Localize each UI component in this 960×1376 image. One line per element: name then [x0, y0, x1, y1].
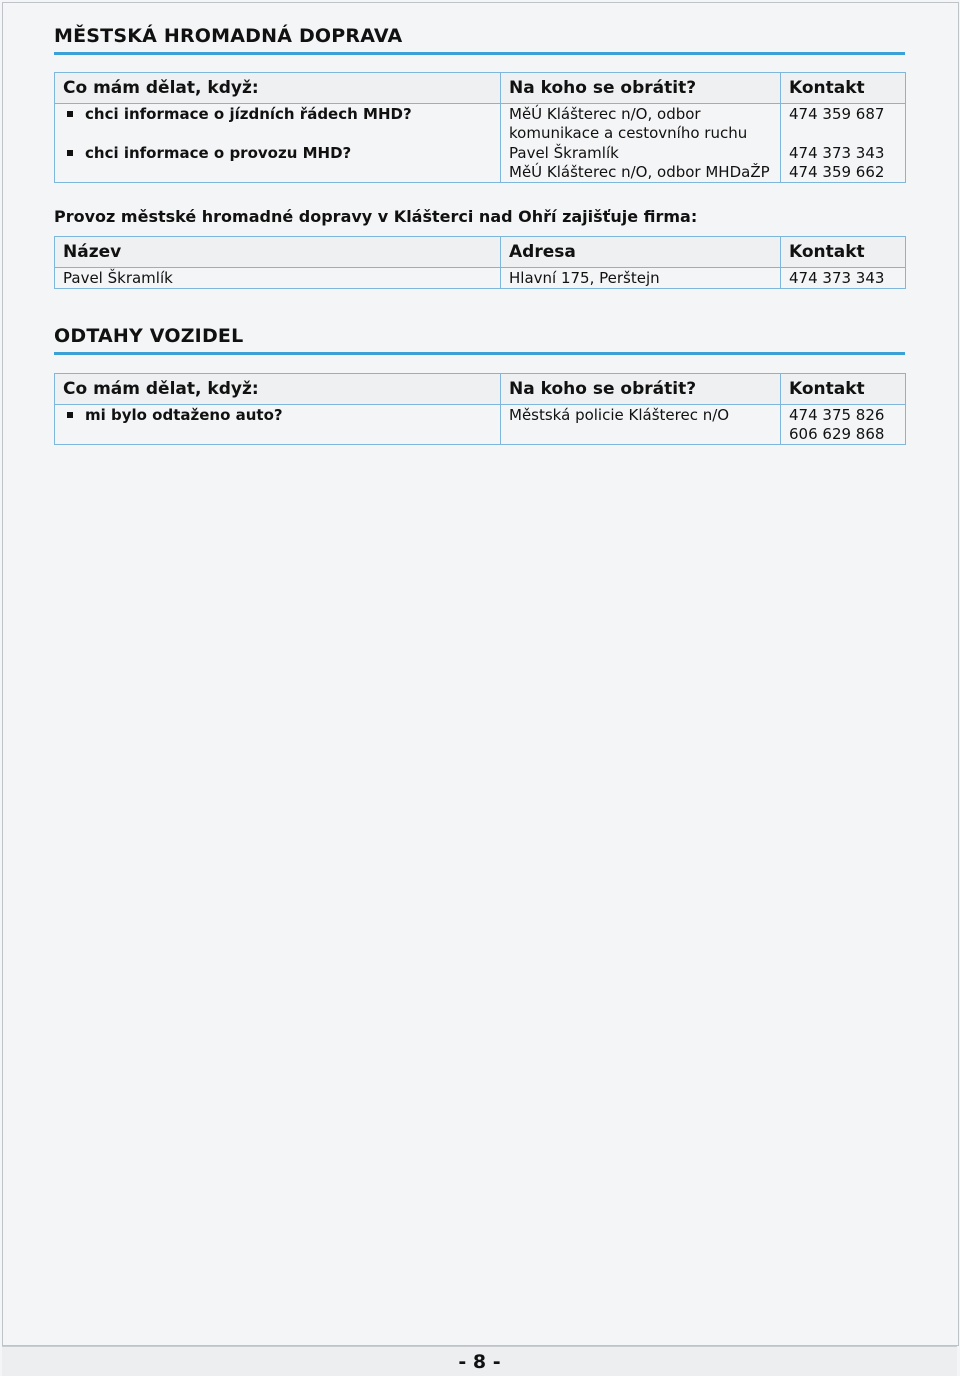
phone-number: 606 629 868	[789, 425, 885, 443]
page	[2, 2, 959, 1346]
bullet-icon	[67, 412, 73, 418]
page-footer	[2, 1346, 957, 1376]
question-text: mi bylo odtaženo auto?	[85, 406, 283, 424]
phone-number: 474 373 343	[789, 144, 885, 162]
header-contact: Kontakt	[781, 73, 906, 104]
towing-contact-table	[54, 373, 906, 445]
phone-number: 474 359 687	[789, 105, 885, 123]
page-number: - 8 -	[458, 1351, 501, 1373]
phone-number: 474 359 662	[789, 163, 885, 181]
firm-address: Hlavní 175, Perštejn	[501, 268, 781, 289]
responsible-department: komunikace a cestovního ruchu	[509, 124, 748, 142]
firm-subheading: Provoz městské hromadné dopravy v Klášterci nad Ohří zajišťuje firma:	[54, 207, 698, 226]
question-text: chci informace o jízdních řádech MHD?	[85, 105, 412, 123]
header-what-to-do: Co mám dělat, když:	[55, 374, 501, 405]
section-rule-towing	[54, 352, 905, 355]
header-what-to-do: Co mám dělat, když:	[55, 73, 501, 104]
phone-number: 474 375 826	[789, 406, 885, 424]
table-row	[55, 268, 906, 289]
table-row	[55, 405, 906, 445]
table-row	[55, 104, 906, 144]
header-contact: Kontakt	[781, 237, 906, 268]
table-row	[55, 143, 906, 183]
header-name: Název	[55, 237, 501, 268]
bullet-icon	[67, 150, 73, 156]
firm-table	[54, 236, 906, 289]
section-title-towing: ODTAHY VOZIDEL	[54, 325, 244, 347]
section-title-mhd: MĚSTSKÁ HROMADNÁ DOPRAVA	[54, 25, 403, 47]
firm-name: Pavel Škramlík	[55, 268, 501, 289]
header-address: Adresa	[501, 237, 781, 268]
responsible-department: MěÚ Klášterec n/O, odbor MHDaŽP	[509, 163, 770, 181]
header-who-to-contact: Na koho se obrátit?	[501, 374, 781, 405]
bullet-icon	[67, 111, 73, 117]
section-rule-mhd	[54, 52, 905, 55]
responsible-person: Pavel Škramlík	[509, 144, 619, 162]
header-contact: Kontakt	[781, 374, 906, 405]
responsible-office: Městská policie Klášterec n/O	[509, 406, 730, 424]
question-text: chci informace o provozu MHD?	[85, 144, 352, 162]
responsible-office: MěÚ Klášterec n/O, odbor	[509, 105, 701, 123]
firm-phone: 474 373 343	[781, 268, 906, 289]
header-who-to-contact: Na koho se obrátit?	[501, 73, 781, 104]
mhd-contact-table	[54, 72, 906, 183]
